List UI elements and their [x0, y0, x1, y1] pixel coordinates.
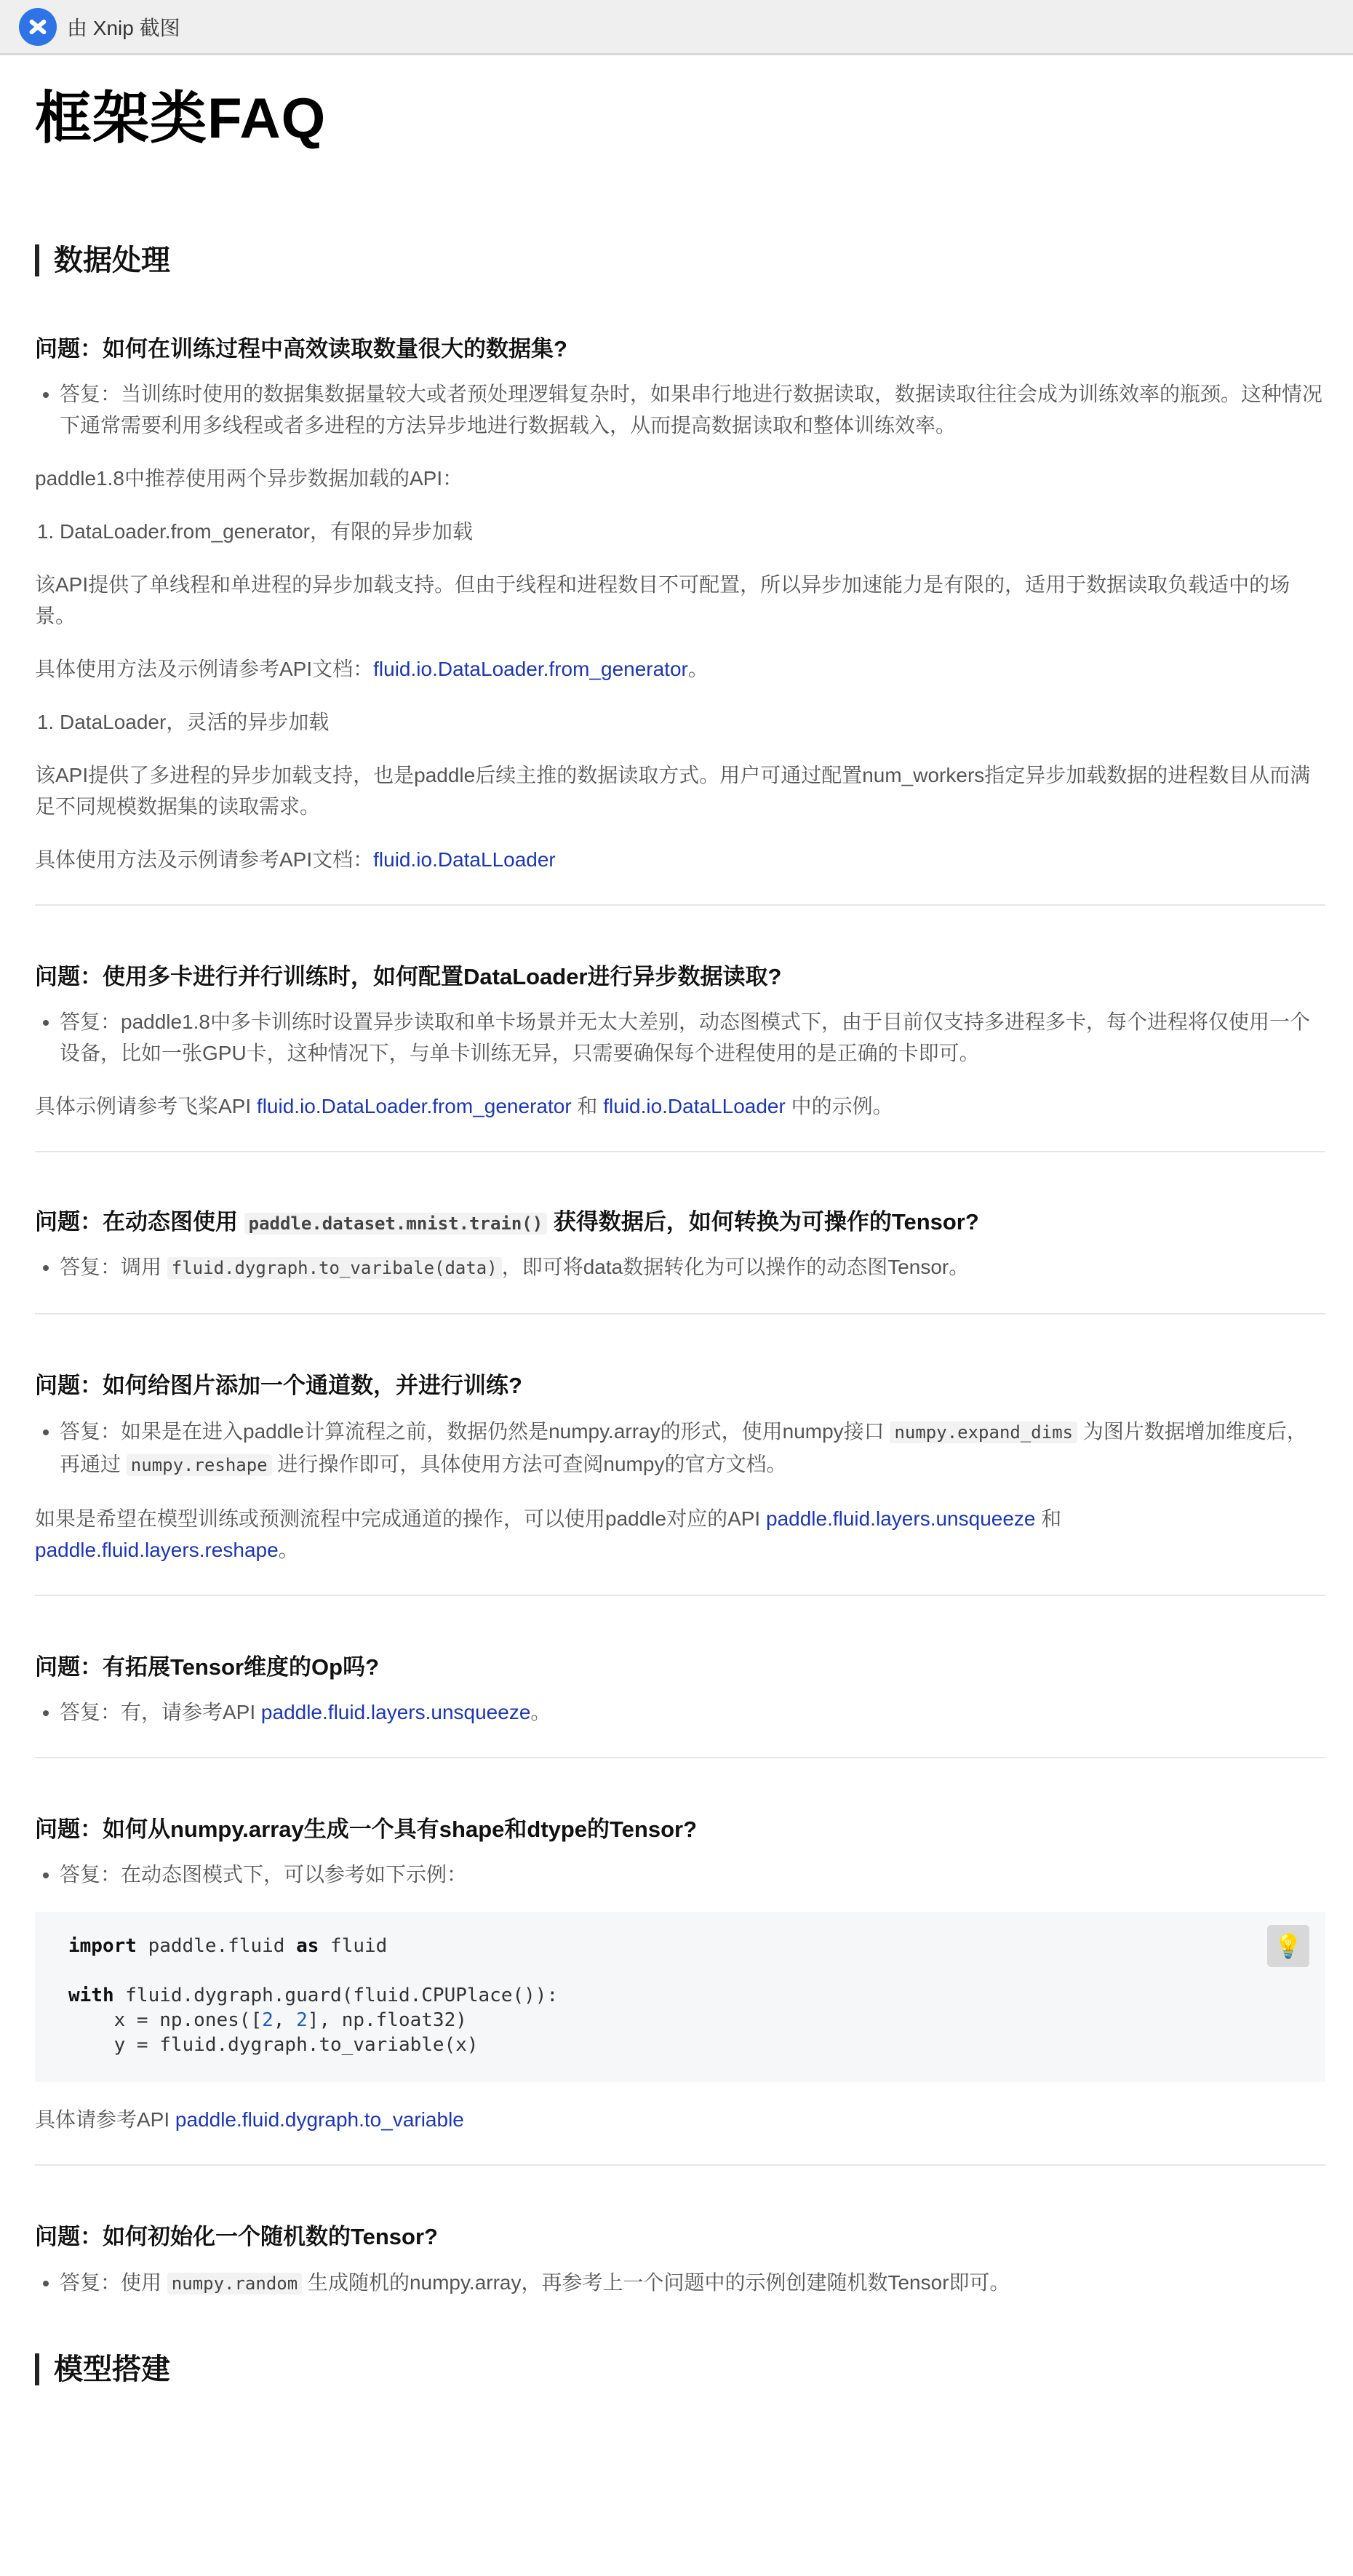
- answer-list: [35, 1416, 1325, 1481]
- answer-text: • 答复：调用 fluid.dygraph.to_varibale(data) ，即可将data数据转化为可以操作的动态图Tensor。: [60, 1251, 1325, 1284]
- ordered-list: [35, 706, 1325, 738]
- answer-text: • 答复：在动态图模式下，可以参考如下示例：: [60, 1859, 1325, 1890]
- ordered-list: [35, 516, 1325, 547]
- api-doc-link[interactable]: paddle.fluid.layers.reshape: [35, 1538, 279, 1561]
- lightbulb-icon[interactable]: 💡: [1267, 1925, 1309, 1967]
- api-doc-link[interactable]: fluid.io.DataLoader.from_generator: [373, 657, 688, 680]
- paragraph: paddle1.8中推荐使用两个异步数据加载的API：: [35, 466, 463, 490]
- api-doc-link[interactable]: paddle.fluid.layers.unsqueeze: [766, 1507, 1036, 1530]
- answer-list: [35, 1859, 1325, 1890]
- api-doc-link[interactable]: fluid.io.DataLLoader: [373, 848, 556, 871]
- paragraph: 该API提供了单线程和单进程的异步加载支持。但由于线程和进程数目不可配置，所以异步加速能力是有限的，适用于数据读取负载适中的场景。: [35, 573, 1290, 627]
- answer-list: [35, 378, 1325, 441]
- question-heading: 问题：在动态图使用 paddle.dataset.mnist.train() 获得数据后，如何转换为可操作的Tensor?: [35, 1209, 979, 1235]
- list-item: 1. DataLoader.from_generator，有限的异步加载: [60, 516, 1325, 547]
- code-line: x = np.ones([2, 2], np.float32): [68, 2009, 467, 2032]
- answer-text: • 答复：paddle1.8中多卡训练时设置异步读取和单卡场景并无太大差别，动态图模式下，由于目前仅支持多进程多卡，每个进程将仅使用一个设备，比如一张GPU卡，这种情况下，与单卡训练无异，只需要确保每个进程使用的是正确的卡即可。: [60, 1006, 1325, 1069]
- question-heading: 问题：如何从numpy.array生成一个具有shape和dtype的Tensor?: [35, 1817, 698, 1843]
- paragraph: 具体使用方法及示例请参考API文档：fluid.io.DataLoader.from_generator。: [35, 657, 709, 680]
- code-line: with fluid.dygraph.guard(fluid.CPUPlace()):: [68, 1985, 559, 2007]
- answer-text: • 答复：当训练时使用的数据集数据量较大或者预处理逻辑复杂时，如果串行地进行数据读取，数据读取往往会成为训练效率的瓶颈。这种情况下通常需要利用多线程或者多进程的方法异步地进行数据载入，从而提高数据读取和整体训练效率。: [60, 378, 1325, 441]
- code-line: [68, 1958, 1292, 1983]
- question-heading: 问题：使用多卡进行并行训练时，如何配置DataLoader进行异步数据读取?: [35, 963, 782, 989]
- paragraph: 具体使用方法及示例请参考API文档：fluid.io.DataLLoader: [35, 848, 556, 871]
- paragraph: 该API提供了多进程的异步加载支持，也是paddle后续主推的数据读取方式。用户可通过配置num_workers指定异步加载数据的进程数目从而满足不同规模数据集的读取需求。: [35, 763, 1311, 818]
- question-heading: 问题：有拓展Tensor维度的Op吗?: [35, 1654, 380, 1680]
- question-heading: 问题：如何在训练过程中高效读取数量很大的数据集?: [35, 335, 567, 362]
- answer-list: [35, 1006, 1325, 1069]
- section-heading-model-building: 模型搭建: [35, 2353, 1325, 2385]
- code-line: y = fluid.dygraph.to_variable(x): [68, 2034, 479, 2057]
- answer-text: • 答复：如果是在进入paddle计算流程之前，数据仍然是numpy.array的形式，使用numpy接口 numpy.expand_dims 为图片数据增加维度后，再通过 numpy.reshape 进行操作即可，具体使用方法可查阅numpy的官方文档。: [60, 1416, 1325, 1481]
- paragraph: 具体请参考API paddle.fluid.dygraph.to_variable: [35, 2108, 464, 2132]
- paragraph: 具体示例请参考飞桨API fluid.io.DataLoader.from_generator 和 fluid.io.DataLLoader 中的示例。: [35, 1095, 893, 1118]
- api-doc-link[interactable]: fluid.io.DataLoader.from_generator: [256, 1095, 572, 1118]
- answer-text: • 答复：使用 numpy.random 生成随机的numpy.array，再参考上一个问题中的示例创建随机数Tensor即可。: [60, 2267, 1325, 2300]
- document-content: [35, 55, 1325, 2385]
- xnip-logo-icon: [19, 8, 57, 46]
- code-block: [35, 1912, 1325, 2082]
- answer-list: [35, 1251, 1325, 1284]
- question-heading: 问题：如何给图片添加一个通道数，并进行训练?: [35, 1373, 522, 1399]
- title-bar-label: 由 Xnip 截图: [67, 16, 180, 39]
- answer-list: [35, 1696, 1325, 1728]
- page-title: 框架类FAQ: [35, 86, 327, 150]
- section-heading-data-processing: 数据处理: [35, 244, 1325, 276]
- list-item: 1. DataLoader，灵活的异步加载: [60, 706, 1325, 738]
- answer-list: [35, 2267, 1325, 2300]
- api-doc-link[interactable]: fluid.io.DataLLoader: [603, 1095, 786, 1118]
- answer-text: • 答复：有，请参考API paddle.fluid.layers.unsqueeze。: [60, 1696, 1325, 1728]
- question-heading: 问题：如何初始化一个随机数的Tensor?: [35, 2224, 438, 2250]
- api-doc-link[interactable]: paddle.fluid.layers.unsqueeze: [260, 1701, 531, 1724]
- title-bar: [0, 0, 1353, 55]
- api-doc-link[interactable]: paddle.fluid.dygraph.to_variable: [175, 2108, 464, 2132]
- paragraph: 如果是希望在模型训练或预测流程中完成通道的操作，可以使用paddle对应的API paddle.fluid.layers.unsqueeze 和 paddle.fluid.layers.reshape。: [35, 1507, 1062, 1561]
- code-line: import paddle.fluid as fluid: [68, 1935, 388, 1958]
